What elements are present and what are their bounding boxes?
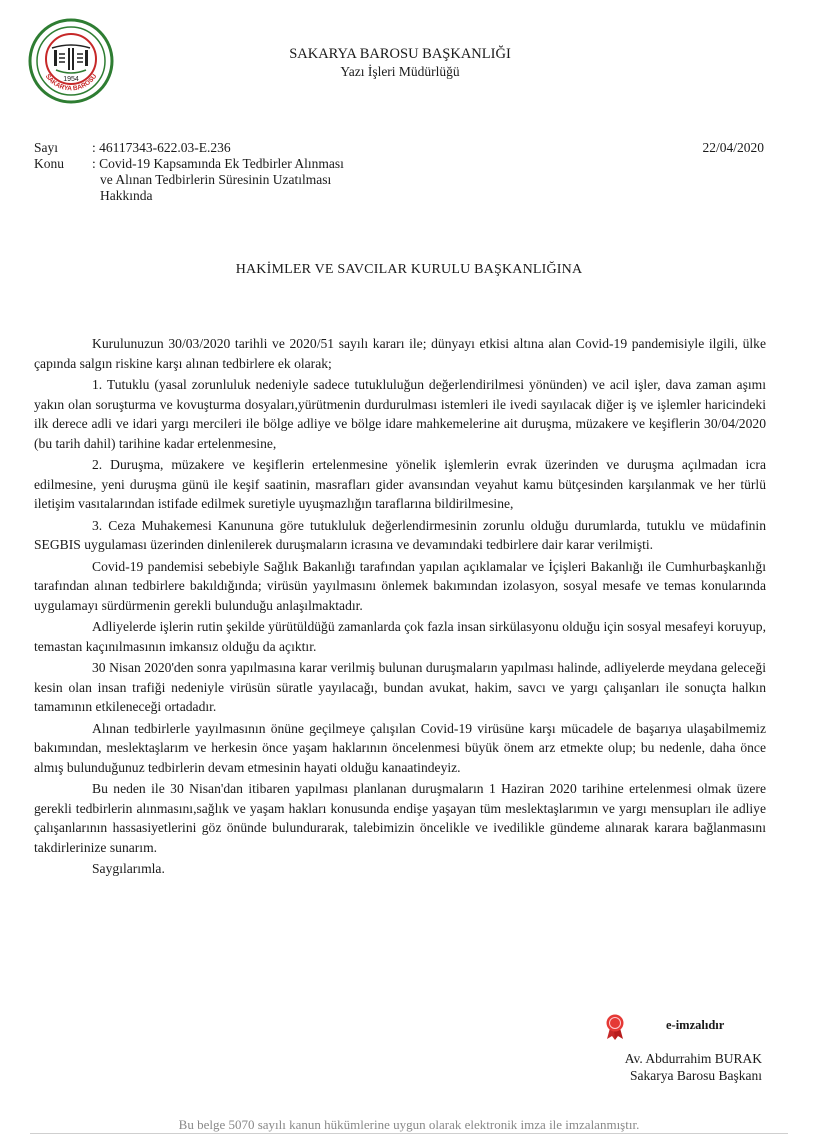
- signer-name: Av. Abdurrahim BURAK: [624, 1051, 762, 1066]
- addressee: HAKİMLER VE SAVCILAR KURULU BAŞKANLIĞINA: [235, 262, 583, 277]
- meta-subject-line-1: : Covid-19 Kapsamında Ek Tedbirler Alınması: [92, 156, 344, 171]
- header-department: Yazı İşleri Müdürlüğü: [340, 64, 460, 79]
- bar-association-logo: [28, 18, 114, 104]
- body-paragraph-4: 3. Ceza Muhakemesi Kanununa göre tutukluluk değerlendirmesinin zorunlu olduğu durumlarda, tutuklu ve müdafinin SEGBIS uygulaması üzerinden dinlenilerek duruşmaların icrasına ve devamındaki tedbirlere dair karar verilmişti.: [34, 517, 766, 552]
- footer-divider: [30, 1133, 788, 1134]
- body-paragraph-1: Kurulunuzun 30/03/2020 tarihli ve 2020/51 sayılı kararı ile; dünyayı etkisi altına alan Covid-19 pandemisiyle ilgili, ülke çapında salgın riskine karşı alınan tedbirlere ek olarak;: [34, 336, 766, 371]
- meta-number-row: [34, 140, 774, 156]
- body-paragraph-8: Alınan tedbirlerle yayılmasının önüne geçilmeye çalışılan Covid-19 virüsüne karşı mücadele de başarıya ulaşabilmemiz bakımından, meslektaşlarım ve herkesin önce yaşam haklarının öncelenmesi büyük önem arz etmekte olup; bu nedenle, daha önce almış bulunduğunuz tedbirlerin devam etmesinin hayati olduğu kanaatindeyiz.: [34, 720, 766, 775]
- e-signature-seal-icon: [604, 1014, 626, 1040]
- e-signature-mark: [604, 1014, 764, 1040]
- body-paragraph-5: Covid-19 pandemisi sebebiyle Sağlık Bakanlığı tarafından yapılan açıklamalar ve İçişleri Bakanlığı ile Cumhurbaşkanlığı tarafından alınan tedbirlere bakıldığında; virüsün yayılmasını önlemek bakımından izolasyon, sosyal mesafe ve temas konularında uygulamayı sürdürmenin gerekli bulunduğu anlaşılmaktadır.: [34, 558, 766, 613]
- body-paragraph-6: Adliyelerde işlerin rutin şekilde yürütüldüğü zamanlarda çok fazla insan sirkülasyonu olduğu için sosyal mesafeyi koruyup, temastan kaçınılmasının imkansız olduğu da açıktır.: [34, 619, 766, 654]
- body-paragraph-7: 30 Nisan 2020'den sonra yapılmasına karar verilmiş bulunan duruşmaların yapılması halinde, adliyelerde meydana geleceği kesin olan insan trafiği nedeniyle virüsün süratle yayılacağı, bundan avukat, hakim, savcı ve yargı çalışanları ile sonuçta halkın tamamının etkileneceği ortadadır.: [34, 660, 766, 714]
- letter-body: [34, 334, 766, 881]
- closing-text: Saygılarımla.: [92, 861, 165, 876]
- logo-year: 1954: [63, 76, 79, 83]
- e-signature-label: e-imzalıdır: [666, 1018, 725, 1032]
- body-paragraph-3: 2. Duruşma, müzakere ve keşiflerin ertelenmesine yönelik işlemlerin evrak üzerinden ve duruşma açılmadan icra edilmesine, yeni duruşma günü ile keşif saatinin, masrafları gider avansından veyahut kamu bütçesinden karşılanmak ve her türlü iletişim vasıtalarından istifade edilmek suretiyle uyuşmazlığın taraflarına bildirilmesine,: [34, 457, 766, 511]
- body-paragraph-2: 1. Tutuklu (yasal zorunluluk nedeniyle sadece tutukluluğun değerlendirilmesi yönünden) ve acil işler, dava zaman aşımı yakın olan soruşturma ve kovuşturma dosyaları,yürütmenin durdurulması istemleri ile ivedi sayılacak diğer iş ve işlemler haricindeki ilk derece adli ve idari yargı mercileri ile bölge adliye ve bölge idare mahkemelerine ait duruşma, müzakere ve keşiflerin 30/04/2020 (bu tarih dahil) tarihine kadar ertelenmesine,: [34, 377, 766, 451]
- meta-subject-row: [34, 156, 774, 204]
- signer-title: Sakarya Barosu Başkanı: [630, 1068, 762, 1083]
- header-institution: SAKARYA BAROSU BAŞKANLIĞI: [289, 46, 511, 62]
- body-paragraph-9: Bu neden ile 30 Nisan'dan itibaren yapılması planlanan duruşmaların 1 Haziran 2020 tarihine ertelenmesi olmak üzere gerekli tedbirlerin alınmasını,sağlık ve yaşam hakları konusunda endişe yaşayan tüm meslektaşlarımın ve yargı mensupları ile adliye çalışanlarının hassasiyetlerini göz önünde bulundurarak, talebimizin öncelikle ve ivedilikle gündeme alınarak karara bağlanmasını takdirlerinize sunarım.: [34, 781, 766, 855]
- meta-subject-label: Konu: [34, 156, 64, 171]
- document-meta: [34, 140, 774, 204]
- meta-subject-line-2: ve Alınan Tedbirlerin Süresinin Uzatılması: [100, 172, 332, 187]
- signer-block: [560, 1050, 762, 1084]
- logo-seal-icon: [28, 18, 114, 104]
- meta-number-value: : 46117343-622.03-E.236: [92, 140, 231, 155]
- document-date: 22/04/2020: [702, 140, 764, 155]
- meta-number-label: Sayı: [34, 140, 59, 155]
- meta-subject-line-3: Hakkında: [100, 188, 153, 203]
- logo-ring-text: SAKARYA BAROSU: [43, 73, 99, 93]
- document-header: [240, 46, 560, 80]
- footer-note: Bu belge 5070 sayılı kanun hükümlerine uygun olarak elektronik imza ile imzalanmıştır.: [178, 1117, 640, 1132]
